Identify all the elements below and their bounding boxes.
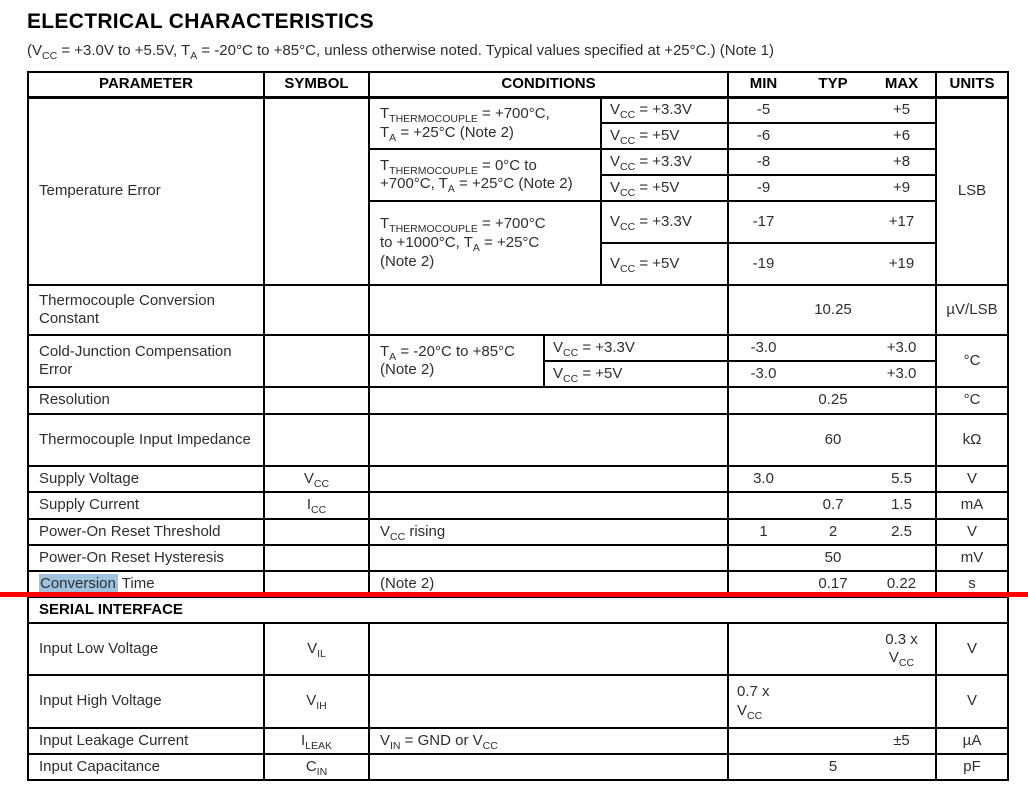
parameter-cell: Input Capacitance (28, 754, 264, 780)
units-cell: s (936, 571, 1008, 597)
electrical-characteristics-table (27, 71, 1009, 781)
condition-cell (369, 492, 728, 519)
max-cell (868, 414, 936, 466)
typ-cell: 60 (798, 414, 868, 466)
condition-cell (369, 466, 728, 492)
min-cell (728, 728, 798, 754)
units-cell: °C (936, 335, 1008, 387)
units-cell: V (936, 466, 1008, 492)
min-cell: -9 (728, 175, 798, 201)
units-cell: V (936, 623, 1008, 675)
max-cell (868, 675, 936, 728)
table-row (28, 466, 1008, 492)
min-cell: -8 (728, 149, 798, 175)
max-cell: +3.0 (868, 335, 936, 361)
header-typ: TYP (798, 72, 868, 97)
condition-cell (369, 675, 728, 728)
typ-cell: 0.25 (798, 387, 868, 414)
condition-cell (369, 387, 728, 414)
parameter-cell: Resolution (28, 387, 264, 414)
condition-cell: $T_{THERMOCOUPLE} = 0^\circ C$ to +700°C, $T_A = +25^\circ C$ (Note 2) (369, 149, 601, 201)
condition-cell (369, 285, 728, 335)
typ-cell (798, 201, 868, 243)
vcc-condition-cell: $V_{CC} = +5V$ (601, 243, 728, 285)
header-units: UNITS (936, 72, 1008, 97)
condition-cell: $T_A = -20^\circ C$ to +85°C (Note 2) (369, 335, 544, 387)
min-cell (728, 754, 798, 780)
max-cell (868, 545, 936, 571)
max-cell: +6 (868, 123, 936, 149)
min-cell (728, 414, 798, 466)
max-cell: 2.5 (868, 519, 936, 545)
max-cell: 1.5 (868, 492, 936, 519)
typ-cell (798, 675, 868, 728)
min-cell: 0.7 x $V_{CC}$ (728, 675, 798, 728)
min-cell: -6 (728, 123, 798, 149)
symbol-cell: $C_{IN}$ (264, 754, 369, 780)
typ-cell (798, 728, 868, 754)
page-title: ELECTRICAL CHARACTERISTICS (27, 10, 374, 33)
table-row (28, 387, 1008, 414)
condition-cell: $V_{CC}$ rising (369, 519, 728, 545)
min-cell: -3.0 (728, 335, 798, 361)
condition-cell: $V_{IN}$ = GND or $V_{CC}$ (369, 728, 728, 754)
header-min: MIN (728, 72, 798, 97)
typ-cell (798, 623, 868, 675)
max-cell: +8 (868, 149, 936, 175)
units-cell: mA (936, 492, 1008, 519)
header-max: MAX (868, 72, 936, 97)
max-cell (868, 387, 936, 414)
typ-cell (798, 466, 868, 492)
table-row (28, 97, 1008, 123)
condition-cell (369, 623, 728, 675)
red-annotation-line (0, 592, 1028, 597)
table-row (28, 414, 1008, 466)
typ-cell (798, 335, 868, 361)
condition-cell (369, 414, 728, 466)
typ-cell: 10.25 (798, 285, 868, 335)
typ-cell (798, 123, 868, 149)
min-cell (728, 623, 798, 675)
condition-cell: $T_{THERMOCOUPLE} = +700^\circ C$, $T_A = +25^\circ C$ (Note 2) (369, 97, 601, 149)
min-cell (728, 492, 798, 519)
min-cell: 1 (728, 519, 798, 545)
condition-cell (369, 754, 728, 780)
parameter-cell: Power-On Reset Hysteresis (28, 545, 264, 571)
max-cell: +3.0 (868, 361, 936, 387)
header-symbol: SYMBOL (264, 72, 369, 97)
table-row (28, 492, 1008, 519)
symbol-cell (264, 414, 369, 466)
parameter-cell: Supply Current (28, 492, 264, 519)
table-row (28, 623, 1008, 675)
symbol-cell: $V_{IL}$ (264, 623, 369, 675)
parameter-cell: Cold-Junction Compensation Error (28, 335, 264, 387)
units-cell: V (936, 519, 1008, 545)
section-header-serial-interface (28, 597, 1008, 623)
vcc-condition-cell: $V_{CC} = +5V$ (601, 175, 728, 201)
search-highlight: Conversion (40, 574, 116, 592)
table-row (28, 519, 1008, 545)
typ-cell: 0.7 (798, 492, 868, 519)
max-cell: +5 (868, 97, 936, 123)
max-cell: +19 (868, 243, 936, 285)
min-cell (728, 387, 798, 414)
typ-cell (798, 97, 868, 123)
table-row (28, 335, 1008, 361)
typ-cell (798, 175, 868, 201)
min-cell (728, 285, 798, 335)
units-cell: LSB (936, 97, 1008, 285)
typ-cell: 5 (798, 754, 868, 780)
table-row (28, 754, 1008, 780)
min-cell: -5 (728, 97, 798, 123)
symbol-cell (264, 335, 369, 387)
min-cell: -3.0 (728, 361, 798, 387)
typ-cell: 0.17 (798, 571, 868, 597)
header-conditions: CONDITIONS (369, 72, 728, 97)
units-cell: µV/LSB (936, 285, 1008, 335)
symbol-cell (264, 545, 369, 571)
header-parameter: PARAMETER (28, 72, 264, 97)
parameter-cell: Temperature Error (28, 97, 264, 285)
typ-cell (798, 361, 868, 387)
parameter-cell: Input High Voltage (28, 675, 264, 728)
vcc-condition-cell: $V_{CC} = +5V$ (544, 361, 728, 387)
table-row (28, 545, 1008, 571)
parameter-cell: Input Low Voltage (28, 623, 264, 675)
parameter-cell: Power-On Reset Threshold (28, 519, 264, 545)
min-cell (728, 545, 798, 571)
symbol-cell: $I_{LEAK}$ (264, 728, 369, 754)
parameter-cell: Supply Voltage (28, 466, 264, 492)
max-cell: +9 (868, 175, 936, 201)
typ-cell (798, 149, 868, 175)
vcc-condition-cell: $V_{CC} = +5V$ (601, 123, 728, 149)
max-cell (868, 285, 936, 335)
condition-cell: (Note 2) (369, 571, 728, 597)
symbol-cell (264, 387, 369, 414)
section-title: SERIAL INTERFACE (28, 597, 1008, 623)
max-cell: 5.5 (868, 466, 936, 492)
typ-cell: 50 (798, 545, 868, 571)
page-subtitle: ($V_{CC} = +3.0V$ to +5.5V, $T_A = -20^\circ C$ to +85°C, unless otherwise noted. Typical values specified at +25°C.) (Note 1) (27, 42, 774, 62)
units-cell: mV (936, 545, 1008, 571)
symbol-cell (264, 519, 369, 545)
vcc-condition-cell: $V_{CC} = +3.3V$ (544, 335, 728, 361)
typ-cell (798, 243, 868, 285)
max-cell: 0.3 x $V_{CC}$ (868, 623, 936, 675)
symbol-cell: $V_{CC}$ (264, 466, 369, 492)
parameter-cell: Conversion Time (28, 571, 264, 597)
symbol-cell (264, 285, 369, 335)
symbol-cell: $V_{IH}$ (264, 675, 369, 728)
max-cell (868, 754, 936, 780)
vcc-condition-cell: $V_{CC} = +3.3V$ (601, 97, 728, 123)
table-row (28, 728, 1008, 754)
units-cell: kΩ (936, 414, 1008, 466)
min-cell: -19 (728, 243, 798, 285)
condition-cell: $T_{THERMOCOUPLE} = +700^\circ C$ to +1000°C, $T_A = +25^\circ C$ (Note 2) (369, 201, 601, 285)
typ-cell: 2 (798, 519, 868, 545)
vcc-condition-cell: $V_{CC} = +3.3V$ (601, 201, 728, 243)
symbol-cell: $I_{CC}$ (264, 492, 369, 519)
symbol-cell (264, 97, 369, 285)
table-row (28, 675, 1008, 728)
table-header-row (28, 72, 1008, 97)
units-cell: pF (936, 754, 1008, 780)
parameter-cell: Thermocouple Input Impedance (28, 414, 264, 466)
parameter-cell: Input Leakage Current (28, 728, 264, 754)
units-cell: µA (936, 728, 1008, 754)
max-cell: +17 (868, 201, 936, 243)
max-cell: 0.22 (868, 571, 936, 597)
parameter-cell: Thermocouple Conversion Constant (28, 285, 264, 335)
vcc-condition-cell: $V_{CC} = +3.3V$ (601, 149, 728, 175)
units-cell: V (936, 675, 1008, 728)
condition-cell (369, 545, 728, 571)
min-cell: -17 (728, 201, 798, 243)
min-cell: 3.0 (728, 466, 798, 492)
max-cell: ±5 (868, 728, 936, 754)
units-cell: °C (936, 387, 1008, 414)
table-row (28, 285, 1008, 335)
